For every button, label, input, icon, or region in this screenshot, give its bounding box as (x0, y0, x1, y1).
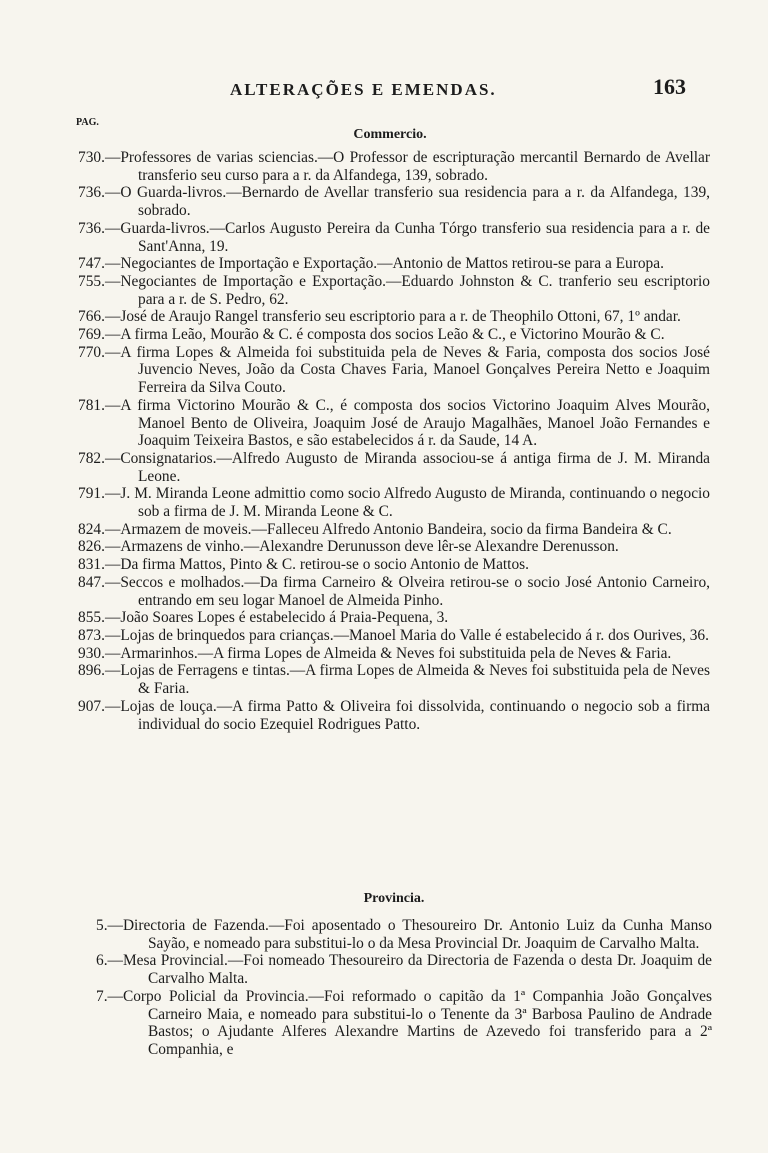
entry-text: —A firma Leão, Mourão & C. é composta dos socios Leão & C., e Victorino Mourão & C. (104, 326, 665, 344)
entry-text: —Negociantes de Importação e Exportação.—Eduardo Johnston & C. tranferio seu escriptorio para a r. de S. Pedro, 62. (104, 272, 710, 308)
running-title: ALTERAÇÕES E EMENDAS. (230, 80, 497, 99)
entry-text: —João Soares Lopes é estabelecido á Praia-Pequena, 3. (104, 609, 449, 627)
entry (78, 273, 710, 308)
entry-number: 769. (78, 326, 105, 344)
entry (78, 538, 710, 556)
entry-number: 736. (78, 219, 105, 237)
entry-text: —Lojas de brinquedos para crianças.—Manoel Maria do Valle é estabelecido á r. dos Ourives, 36. (104, 626, 709, 644)
provincia-entries (96, 917, 712, 1059)
entry (78, 485, 710, 520)
entry-text: —Lojas de Ferragens e tintas.—A firma Lopes de Almeida & Neves foi substituida pela de Neves & Faria. (104, 662, 710, 698)
entry-number: 907. (78, 697, 105, 715)
section-heading-provincia: Provincia. (363, 891, 425, 906)
entry (78, 344, 710, 397)
entry-text: —J. M. Miranda Leone admittio como socio Alfredo Augusto de Miranda, continuando o negocio sob a firma de J. M. Miranda Leone & C. (104, 485, 710, 521)
entry-text: —Consignatarios.—Alfredo Augusto de Miranda associou-se á antiga firma de J. M. Miranda Leone. (104, 449, 710, 485)
entry-number: 7. (96, 987, 108, 1005)
entry-number: 5. (96, 917, 108, 934)
entry-text: —Directoria de Fazenda.—Foi aposentado o Thesoureiro Dr. Antonio Luiz da Cunha Manso Sayão, e nomeado para substitui-lo o da Mesa Provincial Dr. Joaquim de Carvalho Malta. (107, 917, 712, 952)
entry-number: 782. (78, 449, 105, 467)
entry (96, 917, 712, 952)
entry-text: —Corpo Policial da Provincia.—Foi reformado o capitão da 1ª Companhia João Gonçalves Carneiro Maia, e nomeado para substitui-lo o Tenente da 3ª Barbosa Paulino de Andrade Bastos; o Ajudante Alferes Alexandre Martins de Azevedo foi transferido para a 2ª Companhia, e (107, 987, 712, 1058)
entry-text: —Seccos e molhados.—Da firma Carneiro & Olveira retirou-se o socio José Antonio Carneiro, entrando em seu logar Manoel de Almeida Pinho. (104, 573, 710, 609)
entry-text: —A firma Victorino Mourão & C., é composta dos socios Victorino Joaquim Alves Mourão, Manoel Bento de Oliveira, Joaquim José de Araujo Magalhães, Manoel João Fernandes e Joaquim Teixeira Bastos, e são estabelecidos á r. da Saude, 14 A. (104, 396, 710, 450)
entry-text: —O Guarda-livros.—Bernardo de Avellar transferio sua residencia para a r. da Alfandega, 139, sobrado. (104, 184, 710, 220)
entry (78, 574, 710, 609)
entry-text: —Professores de varias sciencias.—O Professor de escripturação mercantil Bernardo de Avellar transferio seu curso para a r. da Alfandega, 139, sobrado. (104, 149, 710, 184)
entry-text: —Guarda-livros.—Carlos Augusto Pereira da Cunha Tórgo transferio sua residencia para a r. de Sant'Anna, 19. (104, 219, 710, 255)
page-number: 163 (653, 74, 686, 99)
entry-number: 791. (78, 485, 105, 503)
entry-number: 755. (78, 272, 105, 290)
entry-text: —Armarinhos.—A firma Lopes de Almeida & Neves foi substituida pela de Neves & Faria. (104, 644, 672, 662)
entry-text: —Negociantes de Importação e Exportação.—Antonio de Mattos retirou-se para a Europa. (104, 255, 664, 273)
entry-number: 6. (96, 952, 108, 970)
pag-label: PAG. (76, 117, 99, 128)
entry (78, 397, 710, 450)
entry-text: —Armazem de moveis.—Falleceu Alfredo Antonio Bandeira, socio da firma Bandeira & C. (104, 520, 672, 538)
entry (96, 988, 712, 1059)
entry-text: —A firma Lopes & Almeida foi substituida pela de Neves & Faria, composta dos socios José Juvencio Neves, João da Costa Chaves Faria, Manoel Gonçalves Pereira Netto e Joaquim Ferreira da Silva Couto. (104, 343, 710, 397)
entry-number: 766. (78, 308, 105, 326)
entry (78, 326, 710, 344)
entry-text: —Da firma Mattos, Pinto & C. retirou-se o socio Antonio de Mattos. (104, 556, 529, 574)
entry-number: 930. (78, 644, 105, 662)
running-head (0, 74, 768, 110)
entry (78, 556, 710, 574)
entry-number: 873. (78, 626, 105, 644)
entry (78, 149, 710, 184)
commercio-entries (78, 149, 710, 733)
entry-number: 896. (78, 662, 105, 680)
entry-number: 824. (78, 520, 105, 538)
entry (96, 952, 712, 987)
entry-number: 736. (78, 184, 105, 202)
entry (78, 308, 710, 326)
entry-number: 747. (78, 255, 105, 273)
entry (78, 255, 710, 273)
entry-number: 781. (78, 396, 105, 414)
entry-number: 847. (78, 573, 105, 591)
section-heading-commercio: Commercio. (353, 127, 427, 142)
entry-text: —Mesa Provincial.—Foi nomeado Thesoureiro da Directoria de Fazenda o desta Dr. Joaquim de Carvalho Malta. (107, 952, 712, 988)
entry-text: —José de Araujo Rangel transferio seu escriptorio para a r. de Theophilo Ottoni, 67, 1º andar. (104, 308, 681, 326)
entry-number: 730. (78, 149, 105, 166)
entry (78, 450, 710, 485)
entry-number: 770. (78, 343, 105, 361)
entry (78, 645, 710, 663)
entry-number: 826. (78, 538, 105, 556)
entry (78, 184, 710, 219)
entry-number: 855. (78, 609, 105, 627)
entry (78, 609, 710, 627)
entry (78, 521, 710, 539)
entry (78, 627, 710, 645)
entry (78, 220, 710, 255)
entry-text: —Armazens de vinho.—Alexandre Derunusson deve lêr-se Alexandre Derenusson. (104, 538, 619, 556)
entry (78, 662, 710, 697)
entry-number: 831. (78, 556, 105, 574)
entry-text: —Lojas de louça.—A firma Patto & Oliveira foi dissolvida, continuando o negocio sob a firma individual do socio Ezequiel Rodrigues Patto. (104, 697, 710, 733)
entry (78, 698, 710, 733)
